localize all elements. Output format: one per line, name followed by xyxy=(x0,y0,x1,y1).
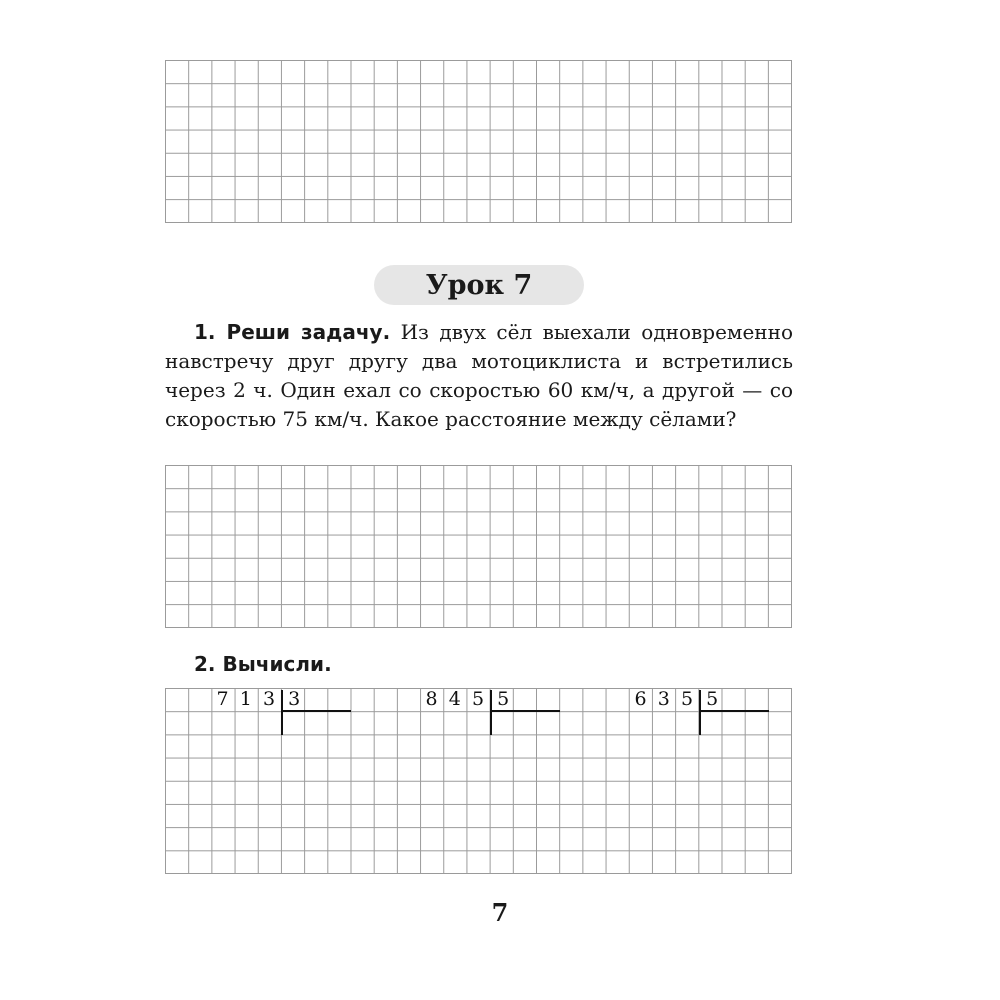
dividend-digit: 1 xyxy=(239,688,252,710)
dividend-digit: 3 xyxy=(657,688,670,710)
lesson-title-badge xyxy=(374,265,584,305)
division-expression-1 xyxy=(211,688,361,736)
dividend-digit: 4 xyxy=(448,688,461,710)
task1-paragraph xyxy=(165,318,793,434)
dividend-digit: 5 xyxy=(471,688,485,710)
division-expression-3 xyxy=(629,688,779,736)
task1-title: 1. Реши задачу. xyxy=(194,320,391,344)
top-grid xyxy=(165,60,792,223)
division-expression-2 xyxy=(420,688,570,736)
dividend-digit: 8 xyxy=(425,688,438,710)
task1-answer-grid xyxy=(165,465,792,628)
page-number: 7 xyxy=(491,898,509,927)
dividend-digit: 3 xyxy=(262,688,276,710)
division-bracket-horizontal xyxy=(490,710,560,712)
divisor-digit: 3 xyxy=(288,688,301,710)
division-bracket-horizontal xyxy=(281,710,351,712)
dividend-digit: 5 xyxy=(680,688,694,710)
task1-text: Из двух сёл выехали одновременно навстречу друг другу два мотоциклиста и встретились через 2 ч. Один ехал со скоростью 60 км/ч, а другой — со скоростью 75 км/ч. Какое расстояние между сёлами? xyxy=(165,320,793,431)
dividend-digit: 6 xyxy=(634,688,647,710)
divisor-digit: 5 xyxy=(706,688,719,710)
lesson-title: Урок 7 xyxy=(425,269,533,301)
divisor-digit: 5 xyxy=(497,688,510,710)
dividend-digit: 7 xyxy=(216,688,229,710)
task2-title: 2. Вычисли. xyxy=(194,652,332,676)
division-bracket-horizontal xyxy=(699,710,769,712)
